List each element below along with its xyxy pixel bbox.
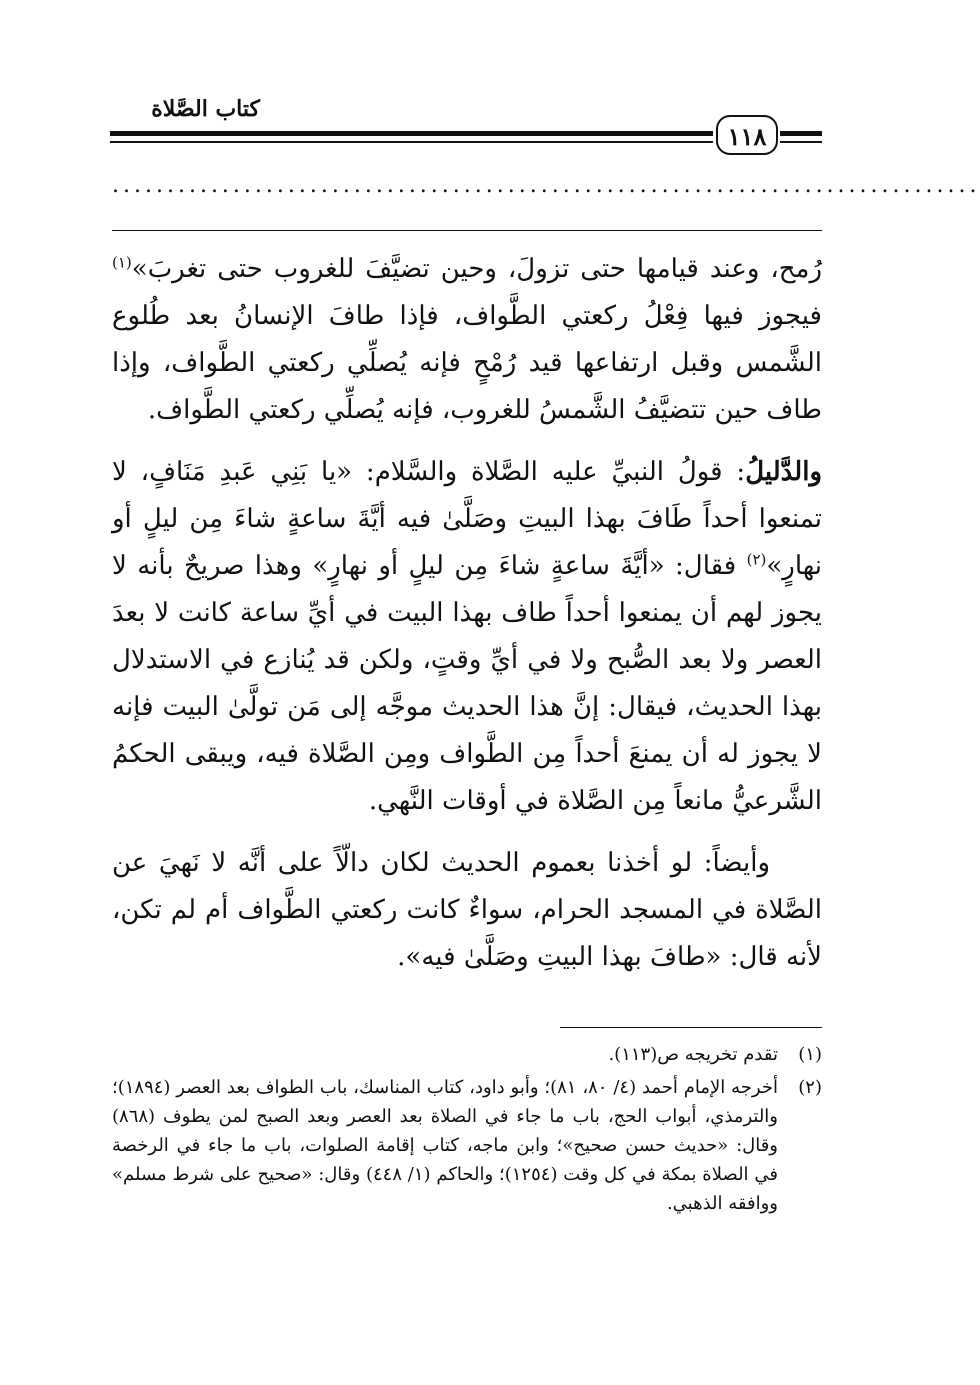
footnote-2 [112,1073,822,1218]
top-rule [112,230,822,231]
paragraph-2 [112,449,822,825]
paragraph-3-text: وأيضاً: لو أخذنا بعموم الحديث لكان دالّاً على أنَّه لا نَهيَ عن الصَّلاة في المسجد الحرام، سواءٌ كانت ركعتي الطَّواف أم لم تكن، لأنه قال: «طافَ بهذا البيتِ وصَلَّىٰ فيه». [112,848,822,972]
footnote-1 [112,1040,822,1069]
header-rule-right-thick [780,131,822,136]
paragraph-2-text-b: فقال: «أيَّةَ ساعةٍ شاءَ مِن ليلٍ أو نهارٍ» وهذا صريحٌ بأنه لا يجوز لهم أن يمنعوا أحداً طاف بهذا البيت في أيِّ ساعة كانت لا بعدَ العصر ولا بعد الصُّبح ولا في أيِّ وقتٍ، ولكن قد يُنازع في الاستدلال بهذا الحديث، فيقال: إنَّ هذا الحديث موجَّه إلى مَن تولَّىٰ البيت فإنه لا يجوز له أن يمنعَ أحداً مِن الطَّواف ومِن الصَّلاة فيه، ويبقى الحكمُ الشَّرعيُّ مانعاً مِن الصَّلاة في أوقات النَّهي. [112,551,822,816]
footnote-ref-2[interactable]: (٢) [746,550,767,569]
header-rule-thick [110,131,713,136]
paragraph-1-rest: فيجوز فيها فِعْلُ ركعتي الطَّواف، فإذا طافَ الإنسانُ بعد طُلوع الشَّمس وقبل ارتفاعها قيد رُمْحٍ فإنه يُصلِّي ركعتي الطَّواف، وإذا طاف حين تتضيَّفُ الشَّمسُ للغروب، فإنه يُصلِّي ركعتي الطَّواف. [112,301,822,425]
dotted-separator: ............................................................................... [112,173,980,198]
footnote-2-number: (٢) [798,1077,822,1098]
paragraph-2-text-a: : قولُ النبيِّ عليه الصَّلاة والسَّلام: «يا بَنِي عَبدِ مَنَافٍ، لا تمنعوا أحداً طَافَ بهذا البيتِ وصَلَّىٰ فيه أيَّةَ ساعةٍ شاءَ مِن ليلٍ أو نهارٍ» [112,457,822,581]
page-number: ١١٨ [716,115,778,155]
header-rule-right-thin [780,141,822,143]
footnote-2-text: أخرجه الإمام أحمد (٤/ ٨٠، ٨١)؛ وأبو داود، كتاب المناسك، باب الطواف بعد العصر (١٨٩٤)؛ والترمذي، أبواب الحج، باب ما جاء في الصلاة بعد العصر وبعد الصبح لمن يطوف (٨٦٨) وقال: «حديث حسن صحيح»؛ وابن ماجه، كتاب إقامة الصلوات، باب ما جاء في الرخصة في الصلاة بمكة في كل وقت (١٢٥٤)؛ والحاكم (١/ ٤٤٨) وقال: «صحيح على شرط مسلم» ووافقه الذهبي. [112,1077,778,1214]
paragraph-3 [112,840,822,981]
book-title: كتاب الصَّلاة [151,96,260,122]
footnote-1-number: (١) [798,1044,822,1065]
main-text [112,246,822,981]
footnote-1-text: تقدم تخريجه ص(١١٣). [608,1044,778,1065]
footnotes [112,1040,822,1222]
header-rule-thin [110,141,713,143]
paragraph-2-lead: والدَّليلُ [745,457,822,487]
paragraph-1 [112,246,822,434]
paragraph-1-text: رُمح، وعند قيامها حتى تزولَ، وحين تضيَّفَ للغروب حتى تغربَ» [131,254,822,284]
footnote-rule [560,1027,822,1028]
footnote-ref-1[interactable]: (١) [112,253,132,272]
